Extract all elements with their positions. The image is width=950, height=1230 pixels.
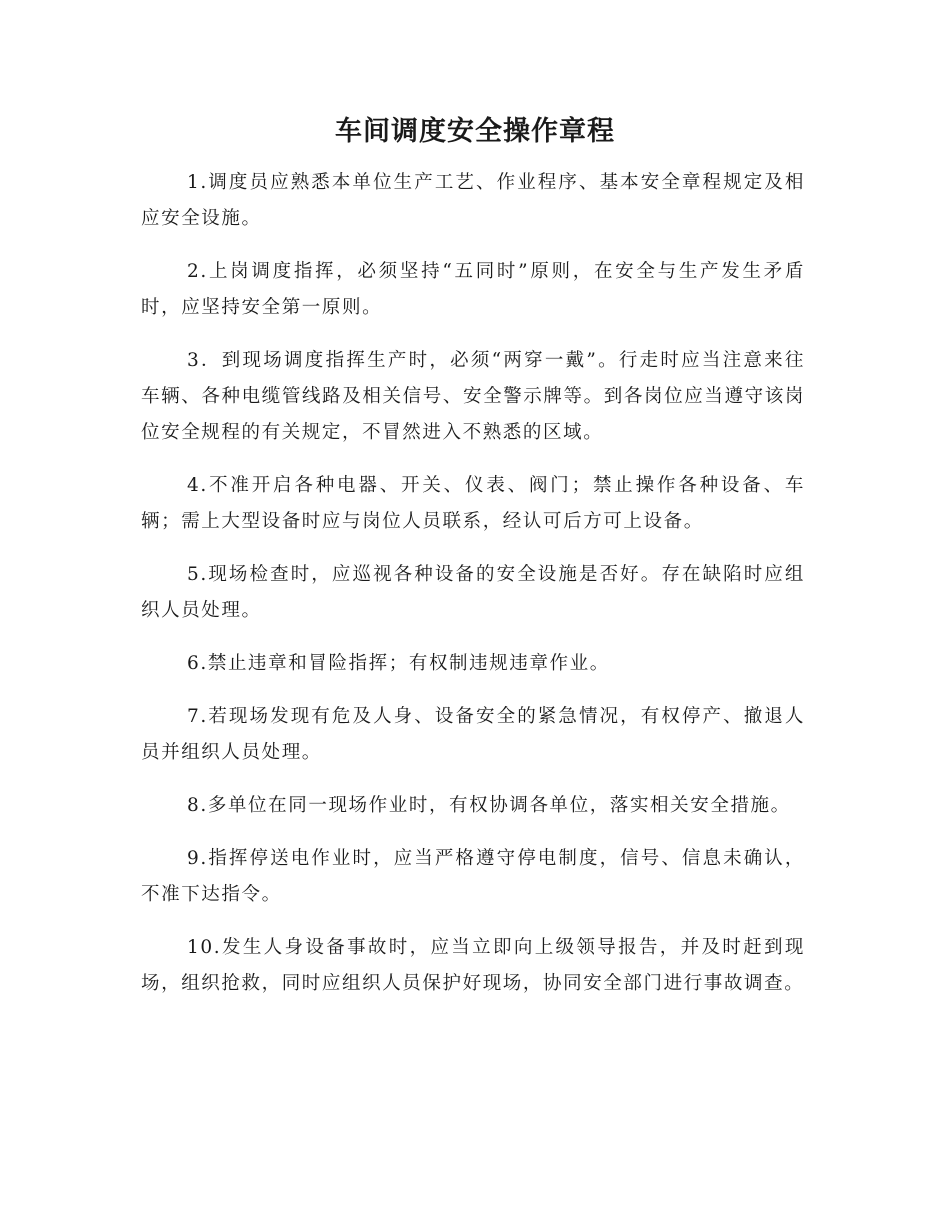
paragraph-1: 1.调度员应熟悉本单位生产工艺、作业程序、基本安全章程规定及相应安全设施。 [141,172,805,229]
document-title: 车间调度安全操作章程 [335,116,615,147]
paragraph-5: 5.现场检查时，应巡视各种设备的安全设施是否好。存在缺陷时应组织人员处理。 [141,564,805,621]
paragraph-2: 2.上岗调度指挥，必须坚持“五同时”原则，在安全与生产发生矛盾时，应坚持安全第一原则。 [141,261,805,318]
paragraph-3: 3．到现场调度指挥生产时，必须“两穿一戴”。行走时应当注意来往车辆、各种电缆管线路及相关信号、安全警示牌等。到各岗位应当遵守该岗位安全规程的有关规定，不冒然进入不熟悉的区域。 [141,350,805,443]
document-body [141,165,805,1019]
paragraph-9: 9.指挥停送电作业时，应当严格遵守停电制度，信号、信息未确认，不准下达指令。 [141,848,805,905]
paragraph-8: 8.多单位在同一现场作业时，有权协调各单位，落实相关安全措施。 [187,795,791,816]
paragraph-4: 4.不准开启各种电器、开关、仪表、阀门；禁止操作各种设备、车辆；需上大型设备时应与岗位人员联系，经认可后方可上设备。 [141,475,805,532]
paragraph-7: 7.若现场发现有危及人身、设备安全的紧急情况，有权停产、撤退人员并组织人员处理。 [141,706,805,763]
paragraph-6: 6.禁止违章和冒险指挥；有权制违规违章作业。 [187,653,610,674]
paragraph-10: 10.发生人身设备事故时，应当立即向上级领导报告，并及时赶到现场，组织抢救，同时应组织人员保护好现场，协同安全部门进行事故调查。 [141,937,805,994]
